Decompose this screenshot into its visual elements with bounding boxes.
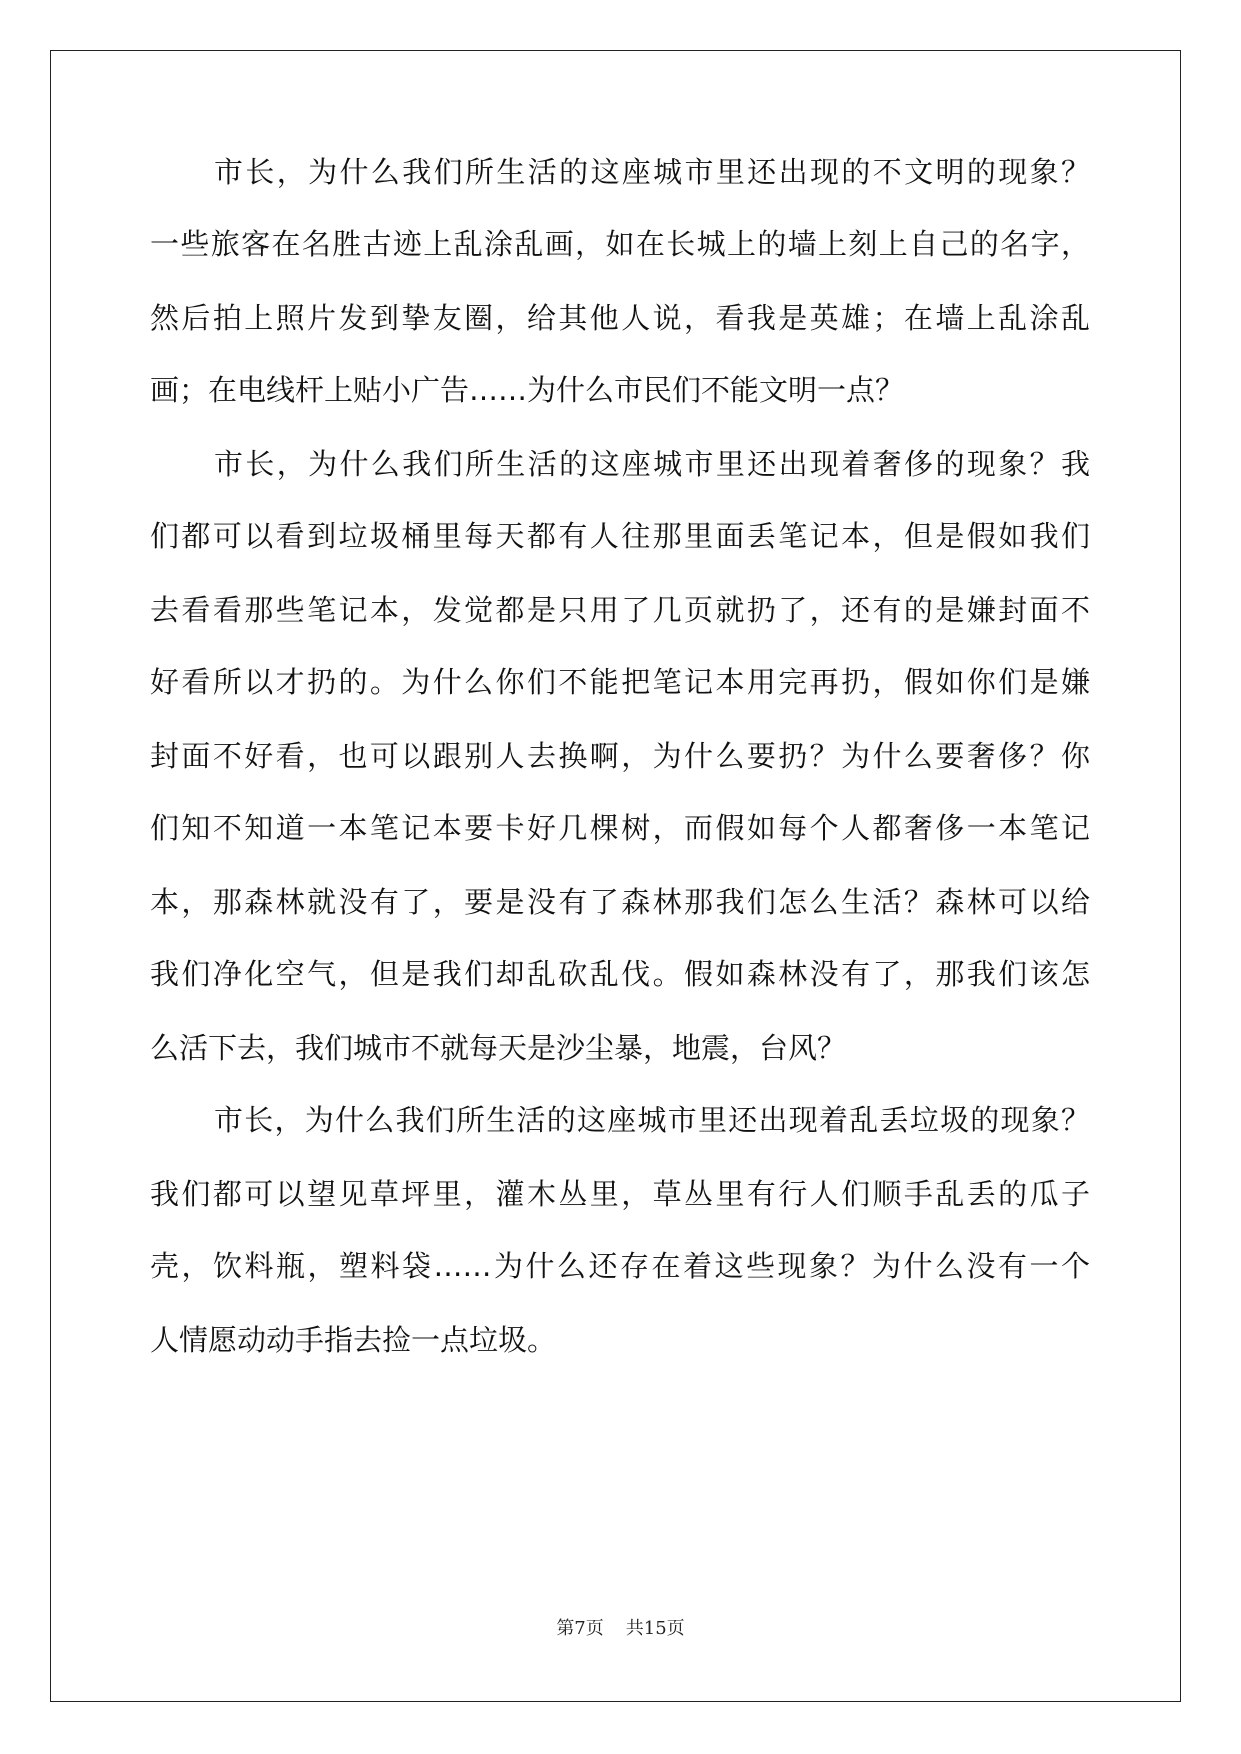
paragraph-2-line-7: 本，那森林就没有了，要是没有了森林那我们怎么生活？森林可以给 [150,885,1090,919]
paragraph-1-line-2: 一些旅客在名胜古迹上乱涂乱画，如在长城上的墙上刻上自己的名字， [150,227,1090,261]
paragraph-2-line-1: 市长，为什么我们所生活的这座城市里还出现着奢侈的现象？我 [214,447,1090,481]
paragraph-2-line-9: 么活下去，我们城市不就每天是沙尘暴，地震，台风？ [150,1031,847,1065]
paragraph-3-line-1: 市长，为什么我们所生活的这座城市里还出现着乱丢垃圾的现象？ [214,1103,1090,1137]
total-pages: 共15页 [625,1618,685,1639]
paragraph-3-line-4: 人情愿动动手指去捡一点垃圾。 [150,1323,557,1357]
paragraph-1-line-1: 市长，为什么我们所生活的这座城市里还出现的不文明的现象？ [214,155,1090,189]
paragraph-2-line-4: 好看所以才扔的。为什么你们不能把笔记本用完再扔，假如你们是嫌 [150,665,1090,699]
page-footer [0,1614,1241,1640]
paragraph-1-line-3: 然后拍上照片发到挚友圈，给其他人说，看我是英雄；在墙上乱涂乱 [150,301,1090,335]
paragraph-2-line-3: 去看看那些笔记本，发觉都是只用了几页就扔了，还有的是嫌封面不 [150,593,1090,627]
page-number: 第7页 [556,1618,604,1639]
paragraph-1-line-4: 画；在电线杆上贴小广告……为什么市民们不能文明一点？ [150,373,905,407]
paragraph-2-line-6: 们知不知道一本笔记本要卡好几棵树，而假如每个人都奢侈一本笔记 [150,811,1090,845]
paragraph-3-line-2: 我们都可以望见草坪里，灌木丛里，草丛里有行人们顺手乱丢的瓜子 [150,1177,1090,1211]
paragraph-3-line-3: 壳，饮料瓶，塑料袋……为什么还存在着这些现象？为什么没有一个 [150,1249,1090,1283]
paragraph-2-line-2: 们都可以看到垃圾桶里每天都有人往那里面丢笔记本，但是假如我们 [150,519,1090,553]
paragraph-2-line-8: 我们净化空气，但是我们却乱砍乱伐。假如森林没有了，那我们该怎 [150,957,1090,991]
paragraph-2-line-5: 封面不好看，也可以跟别人去换啊，为什么要扔？为什么要奢侈？你 [150,739,1090,773]
